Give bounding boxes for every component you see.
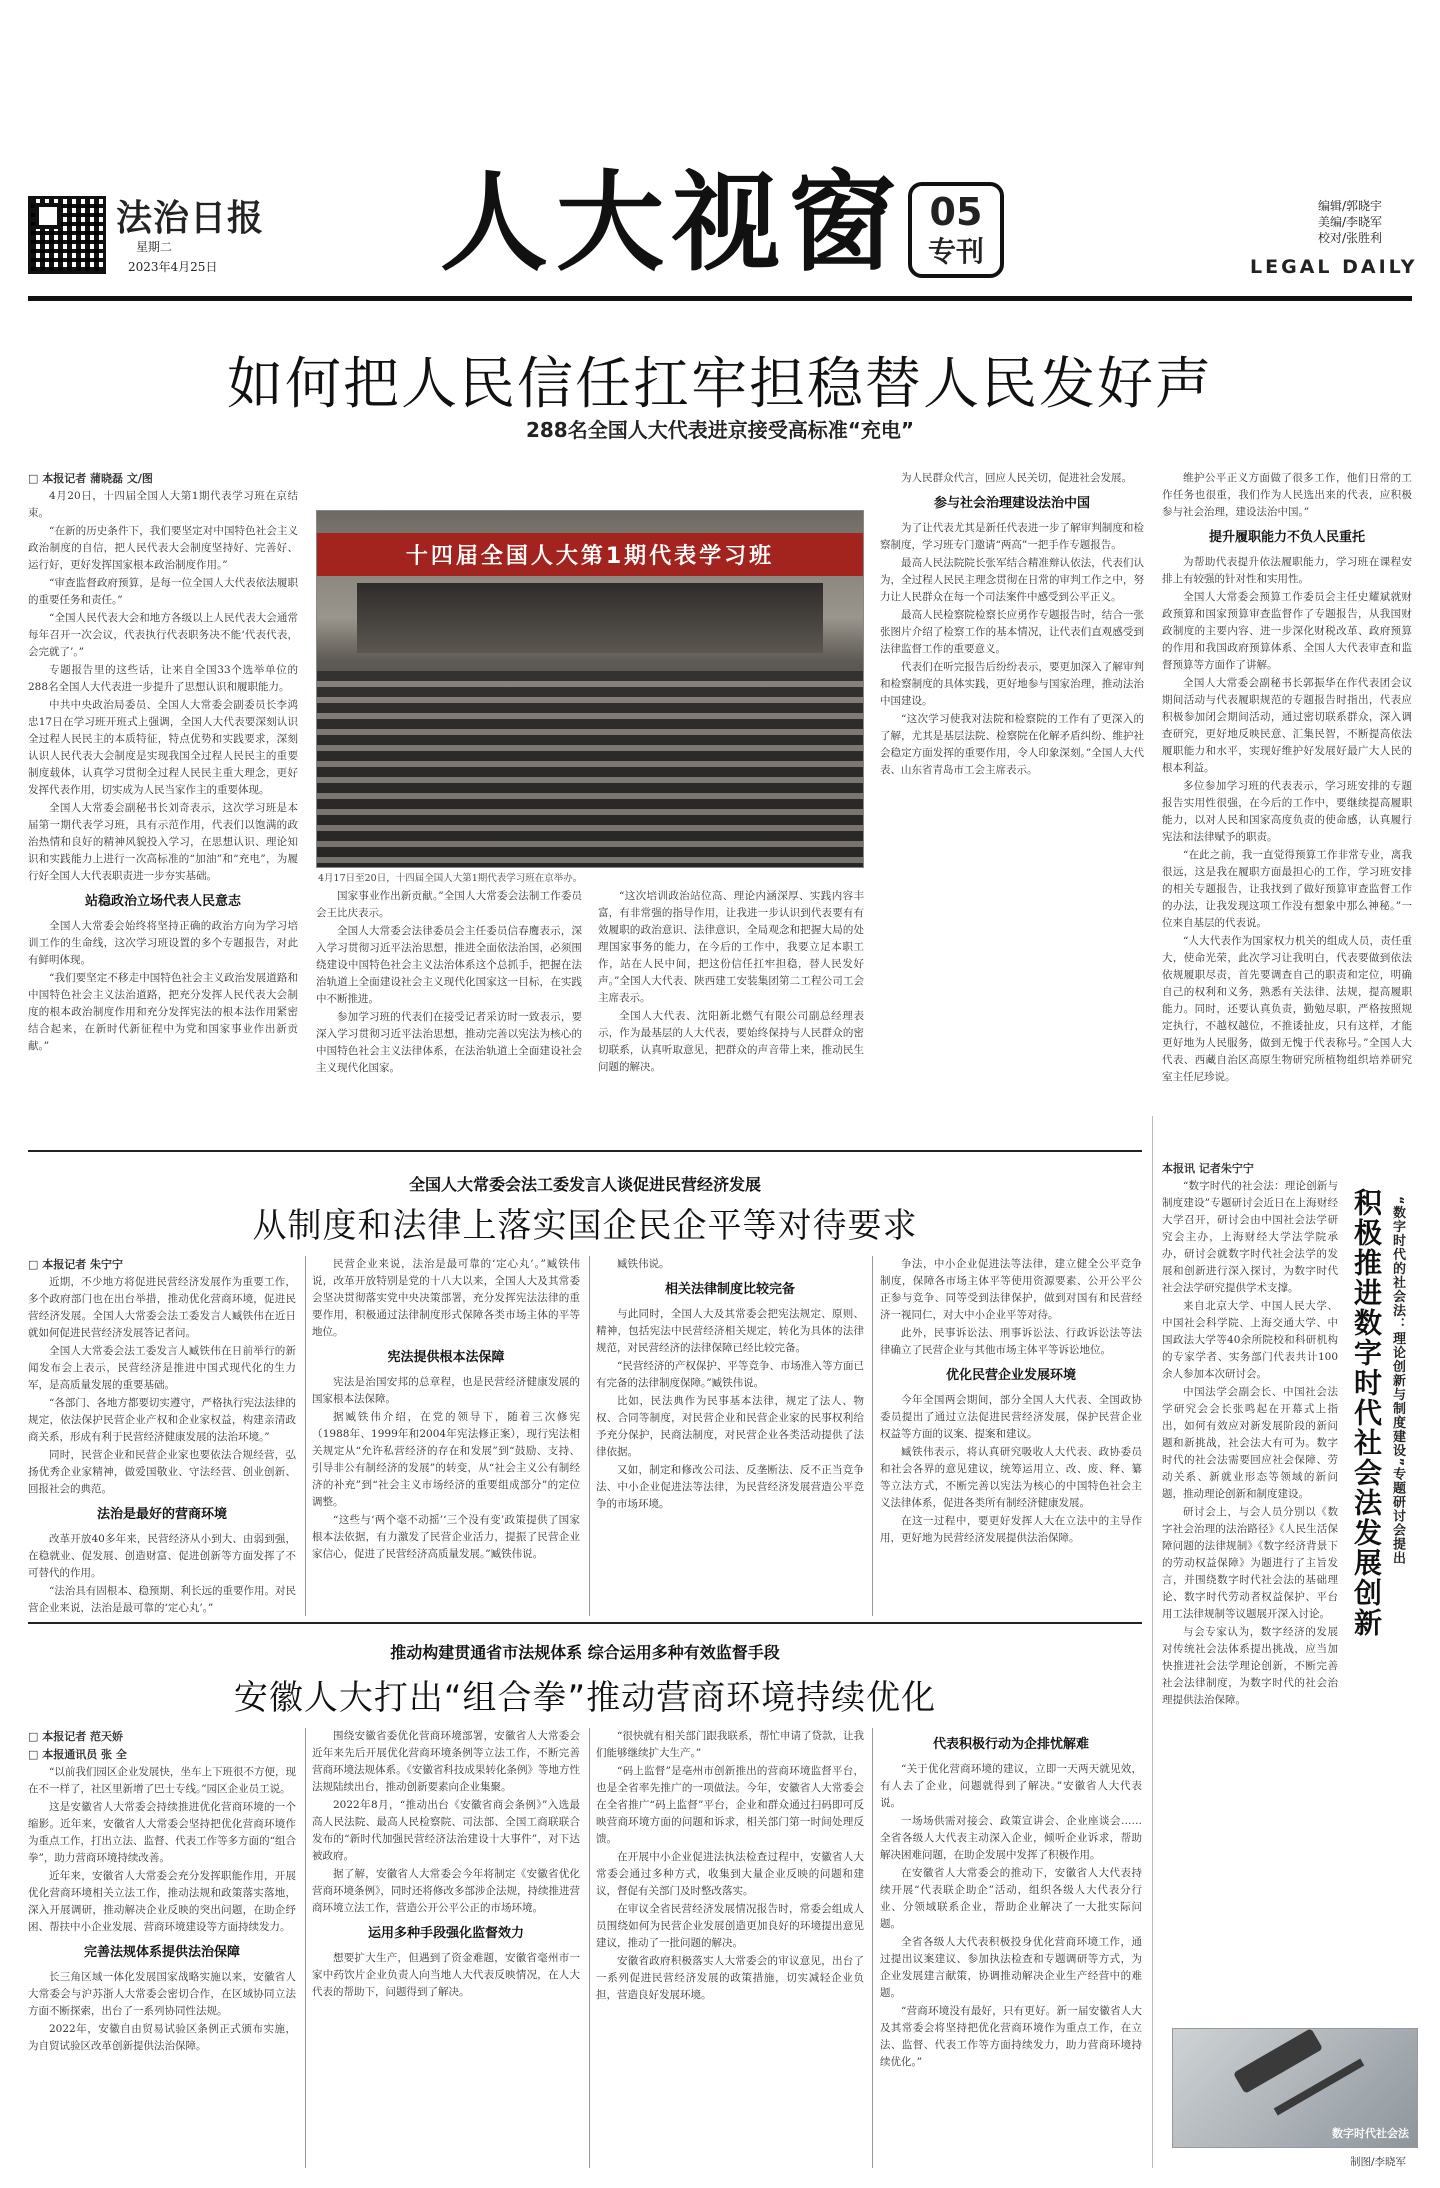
article3-byline-1: □ 本报记者 范天娇 bbox=[28, 1730, 124, 1743]
paragraph: 2022年8月，“推动出台《安徽省商会条例》”入选最高人民法院、最高人民检察院、司法部、全国工商联联合发布的“新时代加强民营经济法治建设十大事件”，对下达被政府。 bbox=[312, 1799, 580, 1862]
subheading: 站稳政治立场代表人民意志 bbox=[84, 894, 241, 909]
article3-column-4 bbox=[880, 1728, 1142, 2168]
editor: 编辑/郭晓宇 bbox=[1318, 199, 1383, 213]
paragraph: 据了解，安徽省人大常委会今年将制定《安徽省优化营商环境条例》，同时还将修改多部涉企法规，持续推进营商环境立法工作，营造公开公平公正的市场环境。 bbox=[312, 1868, 580, 1914]
paragraph: “这次培训政治站位高、理论内涵深厚、实践内容丰富，有非常强的指导作用，让我进一步认识到代表要有有效履职的政治意识、法律意识，全局观念和把握大局的处理国家事务的能力，在今后的工作中，我要立足本职工作，站在人民中间，把这份信任扛牢担稳，替人民发好声。”全国人大代表、陕西建工安装集团第二工程公司工会主席表示。 bbox=[598, 890, 864, 1004]
lead-photo bbox=[316, 510, 864, 868]
section-divider bbox=[28, 1150, 1142, 1152]
paragraph: 争法，中小企业促进法等法律，建立健全公平竞争制度，保障各市场主体平等使用资源要素、公开公平公正参与竞争、同等受到法律保护，做到对国有和民营经济一视同仁，对大中小企业平等对待。 bbox=[880, 1258, 1142, 1321]
illustration-credit: 制图/李晓军 bbox=[1350, 2156, 1407, 2168]
paragraph: 长三角区域一体化发展国家战略实施以来，安徽省人大常委会与沪苏浙人大常委会密切合作，在区域协同立法方面不断探索，出台了一系列协同性法规。 bbox=[28, 1971, 296, 2017]
article4-body bbox=[1162, 1160, 1338, 2020]
paragraph: 全国人大常委会副秘书长郭振华在作代表团会议期间活动与代表履职规范的专题报告时指出，代表应积极参加闭会期间活动，通过密切联系群众，深入调查研究，更好地反映民意、汇集民智，不断提高依法履职能力和水平，实现好维护好发展好最广大人民的根本利益。 bbox=[1162, 677, 1412, 774]
paper-weekday: 星期二 bbox=[136, 240, 173, 254]
paragraph: 维护公平正义方面做了很多工作，他们日常的工作任务也很重，我们作为人民选出来的代表，应积极参与社会治理，建设法治中国。” bbox=[1162, 472, 1412, 518]
paragraph: 在安徽省人大常委会的推动下，安徽省人大代表持续开展“代表联企助企”活动，组织各级人大代表分行业、分领域联系企业，帮助企业解决了一大批实际问题。 bbox=[880, 1867, 1142, 1930]
column-rule bbox=[305, 1728, 306, 2168]
subheading: 提升履职能力不负人民重托 bbox=[1208, 530, 1365, 545]
article2-byline: □ 本报记者 朱宁宁 bbox=[28, 1258, 124, 1271]
article2-headline: 从制度和法律上落实国企民企平等对待要求 bbox=[252, 1206, 918, 1246]
lead-column-2 bbox=[316, 888, 582, 1142]
paragraph: 全国人大常委会始终将坚持正确的政治方向为学习培训工作的生命线，这次学习班设置的多个专题报告，对此有鲜明体现。 bbox=[28, 920, 298, 966]
photo-audience bbox=[317, 671, 863, 867]
paragraph: 来自北京大学、中国人民大学、中国社会科学院、上海交通大学、中国政法大学等40余所院校和科研机构的专家学者、实务部门代表共计100余人参加本次研讨会。 bbox=[1162, 1300, 1338, 1380]
paragraph: 此外，民事诉讼法、刑事诉讼法、行政诉讼法等法律确立了民营企业与其他市场主体平等诉讼地位。 bbox=[880, 1327, 1142, 1356]
lead-column-1 bbox=[28, 470, 298, 1142]
gavel-icon bbox=[1233, 2028, 1323, 2094]
subheading: 参与社会治理建设法治中国 bbox=[933, 496, 1090, 511]
paragraph: “营商环境没有最好，只有更好。新一届安徽省人大及其常委会将坚持把优化营商环境作为重点工作，在立法、监督、代表工作等方面持续发力，助力营商环境持续优化。” bbox=[880, 2005, 1142, 2068]
paragraph: 臧铁伟表示，将认真研究吸收人大代表、政协委员和社会各界的意见建议，统筹运用立、改、废、释、纂等立法方式，不断完善以宪法为核心的中国特色社会主义法律体系，促进各类所有制经济健康发展。 bbox=[880, 1446, 1142, 1509]
paper-date: 2023年4月25日 bbox=[128, 260, 218, 274]
paragraph: 民营企业来说，法治是最可靠的‘定心丸’。”臧铁伟说，改革开放特别是党的十八大以来，全国人大及其常委会坚决贯彻落实党中央决策部署，充分发挥宪法法律的重要作用，积极通过法律制度形式保障各类市场主体的平等地位。 bbox=[312, 1258, 580, 1338]
photo-stage bbox=[357, 583, 823, 653]
paragraph: 又如，制定和修改公司法、反垄断法、反不正当竞争法、中小企业促进法等法律，为民营经济发展营造公平竞争的市场环境。 bbox=[596, 1464, 864, 1510]
subheading: 运用多种手段强化监督效力 bbox=[367, 1926, 524, 1941]
paragraph: “数字时代的社会法：理论创新与制度建设”专题研讨会近日在上海财经大学召开，研讨会由中国社会法学研究会主办，上海财经大学法学院承办，研讨会就数字时代社会法学的发展和创新进行深入探讨，为数字时代社会法学研究提供学术支撑。 bbox=[1162, 1180, 1338, 1294]
paragraph: “法治具有固根本、稳预期、利长远的重要作用。对民营企业来说，法治是最可靠的‘定心丸’。” bbox=[28, 1585, 296, 1614]
paragraph: “各部门、各地方都要切实遵守，严格执行宪法法律的规定，依法保护民营企业产权和企业家权益，构建亲清政商关系，形成有利于民营经济健康发展的法治环境。” bbox=[28, 1397, 296, 1443]
proofreader: 校对/张胜利 bbox=[1318, 231, 1383, 245]
paragraph: 4月20日，十四届全国人大第1期代表学习班在京结束。 bbox=[28, 490, 298, 519]
paragraph: “在此之前，我一直觉得预算工作非常专业，离我很远，这是我在履职方面最担心的工作，学习班安排的相关专题报告，让我找到了做好预算审查监督工作的办法，让我发现这项工作没有想象中那么神秘。”一位来自基层的代表说。 bbox=[1162, 849, 1412, 929]
paragraph: 全国人大常委会副秘书长刘奇表示，这次学习班是本届第一期代表学习班，具有示范作用，代表们以饱满的政治热情和良好的精神风貌投入学习，在思想认识、理论知识和实践能力上进行一次高标准的“加油”和“充电”，为履行好全国人大代表职责进一步夯实基础。 bbox=[28, 802, 298, 882]
masthead bbox=[0, 0, 1440, 300]
column-rule bbox=[589, 1728, 590, 2168]
paragraph: 中国法学会副会长、中国社会法学研究会会长张鸣起在开幕式上指出，如何有效应对新发展阶段的新问题和新挑战，社会法大有可为。数字时代的社会法需要回应社会保障、劳动关系、新就业形态等领域的新问题，推动理论创新和制度建设。 bbox=[1162, 1386, 1338, 1500]
paragraph: “民营经济的产权保护、平等竞争、市场准入等方面已有完备的法律制度保障。”臧铁伟说。 bbox=[596, 1360, 864, 1389]
paragraph: 国家事业作出新贡献。”全国人大常委会法制工作委员会王比庆表示。 bbox=[316, 890, 582, 919]
page-kind: 专刊 bbox=[927, 235, 984, 268]
paragraph: 多位参加学习班的代表表示，学习班安排的专题报告实用性很强，在今后的工作中，要继续提高履职能力，以对人民和国家高度负责的使命感，认真履行宪法和法律赋予的职责。 bbox=[1162, 780, 1412, 843]
paragraph: 与会专家认为，数字经济的发展对传统社会法体系提出挑战，应当加快推进社会法学理论创新，不断完善社会法律制度，为数字时代的社会治理提供法治保障。 bbox=[1162, 1626, 1338, 1706]
column-rule bbox=[872, 1728, 873, 2168]
section-divider bbox=[28, 1622, 1142, 1624]
paragraph: 与此同时，全国人大及其常委会把宪法规定、原则、精神，包括宪法中民营经济相关规定，转化为具体的法律规范，对民营经济的法律保障已经比较完备。 bbox=[596, 1308, 864, 1354]
article4-byline: 本报讯 记者朱宁宁 bbox=[1162, 1162, 1254, 1175]
paragraph: 在审议全省民营经济发展情况报告时，常委会组成人员围绕如何为民营企业发展创造更加良好的环境提出意见建议，推动了一批问题的解决。 bbox=[596, 1903, 864, 1949]
paragraph: “关于优化营商环境的建议，立即一天两天就见效，有人去了企业，问题就得到了解决。”安徽省人大代表说。 bbox=[880, 1763, 1142, 1809]
paragraph: 全国人大代表、沈阳新北燃气有限公司副总经理表示，作为最基层的人大代表，要始终保持与人民群众的密切联系，认真听取意见，把群众的声音带上来，推动民生问题的解决。 bbox=[598, 1010, 864, 1073]
paragraph: 安徽省政府积极落实人大常委会的审议意见，出台了一系列促进民营经济发展的政策措施，切实减轻企业负担，营造良好发展环境。 bbox=[596, 1955, 864, 2001]
masthead-rule bbox=[28, 296, 1412, 301]
paragraph: 全国人大常委会法律委员会主任委员信春鹰表示，深入学习贯彻习近平法治思想，推进全面依法治国，必须围绕建设中国特色社会主义法治体系这个总抓手，把握在法治轨道上全面建设社会主义现代化国家这一目标，在实践中不断推进。 bbox=[316, 925, 582, 1005]
english-name: LEGAL DAILY bbox=[1250, 256, 1418, 278]
paragraph: 最高人民法院院长张军结合精准辩认依法，代表们认为，全过程人民民主理念贯彻在日常的审判工作之中，努力让人民群众在每一个司法案件中感受到公平正义。 bbox=[880, 557, 1144, 603]
paragraph: 臧铁伟说。 bbox=[617, 1258, 670, 1270]
paragraph: 今年全国两会期间，部分全国人大代表、全国政协委员提出了通过立法促进民营经济发展，保护民营企业权益等方面的议案、提案和建议。 bbox=[880, 1394, 1142, 1440]
paragraph: 中共中央政治局委员、全国人大常委会副委员长李鸿忠17日在学习班开班式上强调，全国人大代表要深刻认识全过程人民民主的本质特征，特点优势和实践要求，深刻认识人民代表大会制度是实现我国全过程人民民主的重要制度载体，认真学习贯彻全过程人民民主重大理念，更好发挥代表作用，切实成为人民当家作主的重要体现。 bbox=[28, 699, 298, 796]
paragraph: “这些与‘两个毫不动摇’‘三个没有变’政策提供了国家根本法依据，有力激发了民营企业活力，提振了民营企业家信心，促进了民营经济高质量发展。”臧铁伟说。 bbox=[312, 1514, 580, 1560]
column-rule bbox=[589, 1256, 590, 1616]
subheading: 完善法规体系提供法治保障 bbox=[83, 1945, 240, 1960]
paragraph: 2022年，安徽自由贸易试验区条例正式颁布实施，为自贸试验区改革创新提供法治保障。 bbox=[28, 2023, 296, 2052]
paragraph: 同时，民营企业和民营企业家也要依法合规经营，弘扬优秀企业家精神，做爱国敬业、守法经营、创业创新、回报社会的典范。 bbox=[28, 1449, 296, 1495]
paragraph: “我们要坚定不移走中国特色社会主义政治发展道路和中国特色社会主义法治道路，把充分发挥人民代表大会制度的根本政治制度作用和充分发挥宪法的根本法作用紧密结合起来，在新时代新征程中为党和国家事业作出新贡献。” bbox=[28, 972, 298, 1052]
page-number: 05 bbox=[929, 190, 983, 234]
paragraph: 在开展中小企业促进法执法检查过程中，安徽省人大常委会通过多种方式，收集到大量企业反映的问题和建议，督促有关部门及时整改落实。 bbox=[596, 1851, 864, 1897]
article3-column-2 bbox=[312, 1728, 580, 2168]
paragraph: 一场场供需对接会、政策宣讲会、企业座谈会……全省各级人大代表主动深入企业，倾听企业诉求，帮助解决困难问题，在助企发展中发挥了积极作用。 bbox=[880, 1815, 1142, 1861]
paragraph: 这是安徽省人大常委会持续推进优化营商环境的一个缩影。近年来，安徽省人大常委会坚持把优化营商环境作为重点工作，打出立法、监督、代表工作等多方面的“组合拳”，助力营商环境持续改善。 bbox=[28, 1801, 296, 1864]
paragraph: “这次学习使我对法院和检察院的工作有了更深入的了解，尤其是基层法院、检察院在化解矛盾纠纷、维护社会稳定方面发挥的重要作用，令人印象深刻。”全国人大代表、山东省青岛市工会主席表示。 bbox=[880, 713, 1144, 776]
paragraph: 代表们在听完报告后纷纷表示，要更加深入了解审判和检察制度的具体实践，更好地参与国家治理，推动法治中国建设。 bbox=[880, 661, 1144, 707]
paragraph: 研讨会上，与会人员分别以《数字社会治理的法治路径》《人民生活保障问题的法律规制》《数字经济背景下的劳动权益保障》为题进行了主旨发言，并围绕数字时代社会法的基础理论、数字时代劳动者权益保护、平台用工法律规制等议题展开深入讨论。 bbox=[1162, 1506, 1338, 1620]
paragraph: 在这一过程中，要更好发挥人大在立法中的主导作用，更好地为民营经济发展提供法治保障。 bbox=[880, 1515, 1142, 1544]
article3-byline-2: □ 本报通讯员 张 全 bbox=[28, 1748, 127, 1761]
article3-headline: 安徽人大打出“组合拳”推动营商环境持续优化 bbox=[233, 1678, 937, 1718]
paragraph: 据臧铁伟介绍，在党的领导下，随着三次修宪（1988年、1999年和2004年宪法修正案），现行宪法相关规定从“允许私营经济的存在和发展”到“鼓励、支持、引导非公有制经济的发展”的转变，从“社会主义公有制经济的补充”到“社会主义市场经济的重要组成部分”的定位调整。 bbox=[312, 1411, 580, 1508]
photo-caption: 4月17日至20日，十四届全国人大第1期代表学习班在京举办。 bbox=[318, 873, 583, 884]
paragraph: 想要扩大生产，但遇到了资金难题，安徽省毫州市一家中药饮片企业负责人向当地人大代表反映情况，在人大代表的帮助下，问题得到了解决。 bbox=[312, 1952, 580, 1998]
paragraph: 为了让代表尤其是新任代表进一步了解审判制度和检察制度，学习班专门邀请“两高”一把手作专题报告。 bbox=[880, 522, 1144, 551]
lead-column-5 bbox=[1162, 470, 1412, 1142]
photo-banner: 十四届全国人大第1期代表学习班 bbox=[317, 533, 863, 576]
paragraph: 为帮助代表提升依法履职能力，学习班在课程安排上有较强的针对性和实用性。 bbox=[1162, 556, 1412, 585]
paragraph: “全国人民代表大会和地方各级以上人民代表大会通常每年召开一次会议，代表执行代表职务决不能‘代表代表，会完就了’。” bbox=[28, 612, 298, 658]
paragraph: 改革开放40多年来，民营经济从小到大、由弱到强，在稳就业、促发展、创造财富、促进创新等方面发挥了不可替代的作用。 bbox=[28, 1533, 296, 1579]
paragraph: 参加学习班的代表们在接受记者采访时一致表示，要深入学习贯彻习近平法治思想，推动完善以宪法为核心的中国特色社会主义法律体系，在法治轨道上全面建设社会主义现代化国家。 bbox=[316, 1011, 582, 1074]
lead-column-3 bbox=[598, 888, 864, 1142]
column-rule bbox=[872, 1256, 873, 1616]
article4-headline: 积极推进数字时代社会法发展创新 bbox=[1350, 1188, 1383, 1638]
lead-column-4 bbox=[880, 470, 1144, 1142]
paragraph: “很快就有相关部门跟我联系，帮忙申请了贷款，让我们能够继续扩大生产。” bbox=[596, 1730, 864, 1759]
article4-illustration bbox=[1172, 2028, 1418, 2148]
article2-column-1 bbox=[28, 1256, 296, 1616]
paragraph: “审查监督政府预算，是每一位全国人大代表依法履职的重要任务和责任。” bbox=[28, 577, 298, 606]
paragraph: “以前我们园区企业发展快，坐车上下班很不方便，现在不一样了，社区里新增了巴士专线。”园区企业员工说。 bbox=[28, 1766, 296, 1795]
paragraph: 宪法是治国安邦的总章程，也是民营经济健康发展的国家根本法保障。 bbox=[312, 1376, 580, 1405]
section-title: 人大视窗 bbox=[440, 161, 905, 286]
paragraph: 围绕安徽省委优化营商环境部署，安徽省人大常委会近年来先后开展优化营商环境条例等立法工作，不断完善营商环境法规体系。《安徽省科技成果转化条例》等地方性法规陆续出台，推动创新要素向企业集聚。 bbox=[312, 1730, 580, 1793]
page-number-box bbox=[908, 182, 1004, 278]
article3-column-3 bbox=[596, 1728, 864, 2168]
art-editor: 美编/李晓军 bbox=[1318, 215, 1383, 229]
qr-code-icon[interactable] bbox=[28, 196, 106, 274]
subheading: 相关法律制度比较完备 bbox=[664, 1282, 795, 1297]
article3-column-1 bbox=[28, 1728, 296, 2168]
paragraph: “码上监督”是亳州市创新推出的营商环境监督平台，也是全省率先推广的一项做法。今年，安徽省人大常委会在全省推广“码上监督”平台，企业和群众通过扫码即可反映营商环境方面的问题和诉求，相关部门第一时间处理反馈。 bbox=[596, 1765, 864, 1845]
illustration-label: 数字时代社会法 bbox=[1332, 2127, 1409, 2140]
lead-headline: 如何把人民信任扛牢担稳替人民发好声 bbox=[227, 352, 1213, 417]
article2-column-4 bbox=[880, 1256, 1142, 1616]
paragraph: 近年来，安徽省人大常委会充分发挥职能作用，开展优化营商环境相关立法工作，推动法规和政策落实落地，深入开展调研，推动解决企业反映的突出问题，在助企纾困、帮扶中小企业发展、营商环境建设等方面持续发力。 bbox=[28, 1870, 296, 1933]
paragraph: 全国人大常委会预算工作委员会主任史耀斌就财政预算和国家预算审查监督作了专题报告，从我国财政制度的主要内容、进一步深化财税改革、政府预算的作用和我国政府预算体系、全国人大代表审查和监督预算等方面作了讲解。 bbox=[1162, 591, 1412, 671]
lead-byline: □ 本报记者 蒲晓磊 文/图 bbox=[28, 472, 153, 485]
article2-column-2 bbox=[312, 1256, 580, 1616]
article4-subheadline: “数字时代的社会法：理论创新与制度建设”专题研讨会提出 bbox=[1390, 1196, 1405, 1566]
article2-kicker: 全国人大常委会法工委发言人谈促进民营经济发展 bbox=[408, 1175, 761, 1194]
paragraph: “人大代表作为国家权力机关的组成人员，责任重大，使命光荣，此次学习让我明白，代表要做到依法依规履职尽责，首先要调查自己的职责和定位，明确自己的权利和义务，熟悉有关法律、法规，提高履职能力。同时，还要认真负责，勤勉尽职，严格按照规定执行，不越权越位，不推诿扯皮，只有这样，才能更好地为人民服务，做到无愧于代表称号。”全国人大代表、西藏自治区高原生物研究所植物组织培养研究室主任尼珍说。 bbox=[1162, 935, 1412, 1083]
paper-name: 法治日报 bbox=[116, 197, 265, 239]
column-rule bbox=[305, 1256, 306, 1616]
paragraph: 为人民群众代言，回应人民关切，促进社会发展。 bbox=[901, 472, 1132, 484]
subheading: 法治是最好的营商环境 bbox=[96, 1507, 227, 1522]
paragraph: 比如，民法典作为民事基本法律，规定了法人、物权、合同等制度，对民营企业和民营企业家的民事权利给予充分保护，民商法制度，对民营企业各类活动提供了法律依据。 bbox=[596, 1395, 864, 1458]
paragraph: “在新的历史条件下，我们要坚定对中国特色社会主义政治制度的自信，把人民代表大会制度坚持好、完善好、运行好，更好发挥国家根本政治制度作用。” bbox=[28, 525, 298, 571]
paragraph: 全国人大常委会法工委发言人臧铁伟在日前举行的新闻发布会上表示，民营经济是推进中国式现代化的生力军，是高质量发展的重要基础。 bbox=[28, 1345, 296, 1391]
paragraph: 全省各级人大代表积极投身优化营商环境工作，通过提出议案建议、参加执法检查和专题调研等方式，为企业发展建言献策，协调推动解决企业生产经营中的难题。 bbox=[880, 1936, 1142, 1999]
paragraph: 近期，不少地方将促进民营经济发展作为重要工作，多个政府部门也在出台举措，推动优化营商环境，促进民营经济发展。全国人大常委会法工委发言人臧铁伟在近日就如何促进民营经济发展答记者问。 bbox=[28, 1276, 296, 1339]
paragraph: 专题报告里的这些话，让来自全国33个选举单位的288名全国人大代表进一步提升了思想认识和履职能力。 bbox=[28, 664, 298, 693]
subheading: 宪法提供根本法保障 bbox=[387, 1350, 505, 1365]
lead-subheadline: 288名全国人大代表进京接受高标准“充电” bbox=[525, 418, 915, 442]
subheading: 代表积极行动为企排忧解难 bbox=[932, 1737, 1089, 1752]
paragraph: 最高人民检察院检察长应勇作专题报告时，结合一张张图片介绍了检察工作的基本情况，让代表们直观感受到法律监督工作的重要意义。 bbox=[880, 609, 1144, 655]
article3-kicker: 推动构建贯通省市法规体系 综合运用多种有效监督手段 bbox=[390, 1643, 780, 1662]
article2-column-3 bbox=[596, 1256, 864, 1616]
editor-credits bbox=[1318, 198, 1382, 246]
subheading: 优化民营企业发展环境 bbox=[945, 1368, 1076, 1383]
